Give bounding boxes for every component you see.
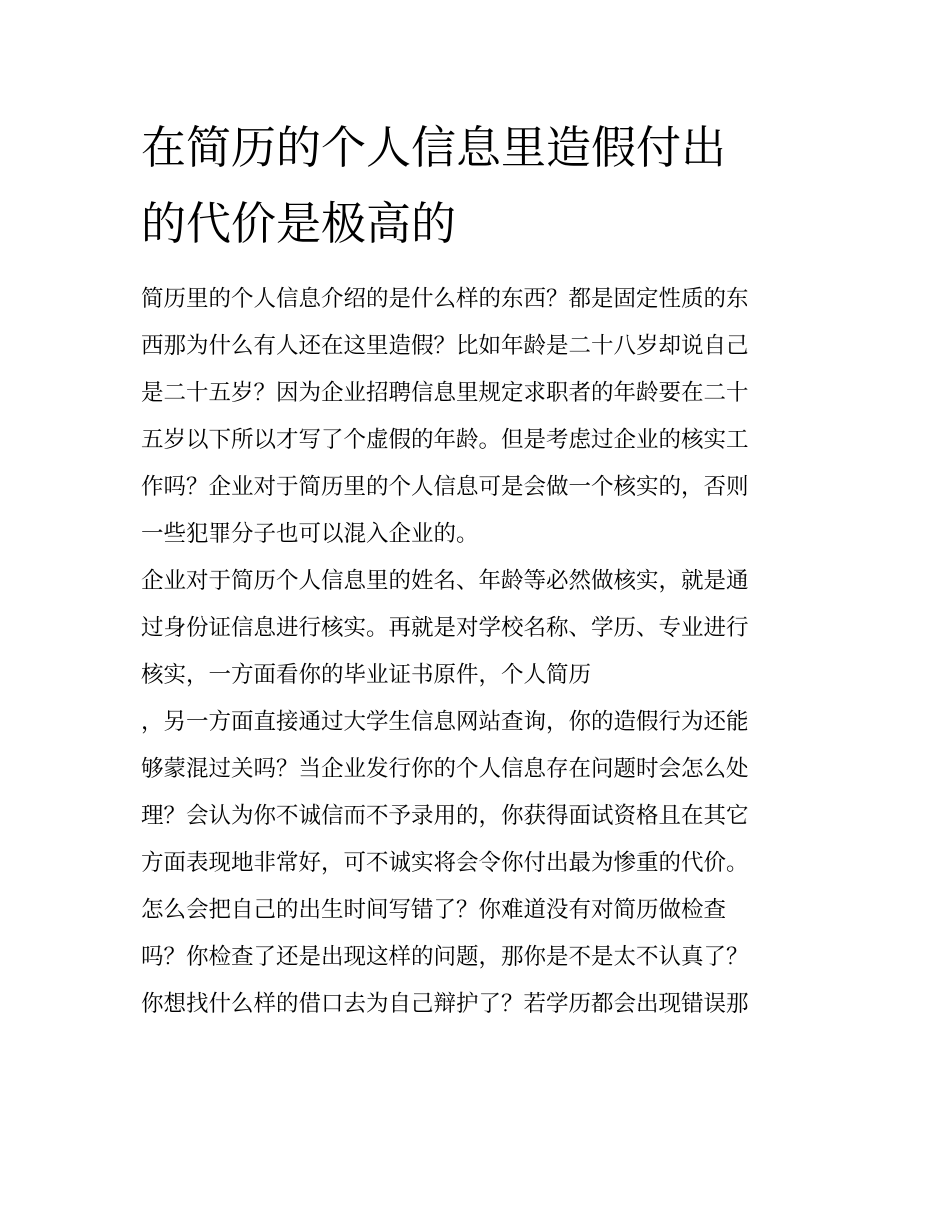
text-line: 理？会认为你不诚信而不予录用的，你获得面试资格且在其它 xyxy=(141,803,749,829)
text-line: 怎么会把自己的出生时间写错了？你难道没有对简历做检查 xyxy=(141,897,727,923)
text-line: 五岁以下所以才写了个虚假的年龄。但是考虑过企业的核实工 xyxy=(141,427,749,453)
document-title xyxy=(141,110,821,262)
text-line: 一些犯罪分子也可以混入企业的。 xyxy=(141,521,479,547)
body-text xyxy=(141,276,821,1028)
text-line: 核实，一方面看你的毕业证书原件，个人简历 xyxy=(141,662,592,688)
title-line: 在简历的个人信息里造假付出 xyxy=(141,121,727,174)
text-line: 企业对于简历个人信息里的姓名、年龄等必然做核实，就是通 xyxy=(141,568,749,594)
text-line: ，另一方面直接通过大学生信息网站查询，你的造假行为还能 xyxy=(141,709,749,735)
text-line: 够蒙混过关吗？当企业发行你的个人信息存在问题时会怎么处 xyxy=(141,756,749,782)
text-line: 你想找什么样的借口去为自己辩护了？若学历都会出现错误那 xyxy=(141,991,749,1017)
text-line: 过身份证信息进行核实。再就是对学校名称、学历、专业进行 xyxy=(141,615,749,641)
title-line: 的代价是极高的 xyxy=(141,197,457,250)
text-line: 简历里的个人信息介绍的是什么样的东西？都是固定性质的东 xyxy=(141,286,749,312)
text-line: 是二十五岁？因为企业招聘信息里规定求职者的年龄要在二十 xyxy=(141,380,749,406)
text-line: 吗？你检查了还是出现这样的问题，那你是不是太不认真了？ xyxy=(141,944,749,970)
text-line: 作吗？企业对于简历里的个人信息可是会做一个核实的，否则 xyxy=(141,474,749,500)
text-line: 方面表现地非常好，可不诚实将会令你付出最为惨重的代价。 xyxy=(141,850,749,876)
text-line: 西那为什么有人还在这里造假？比如年龄是二十八岁却说自己 xyxy=(141,333,749,359)
